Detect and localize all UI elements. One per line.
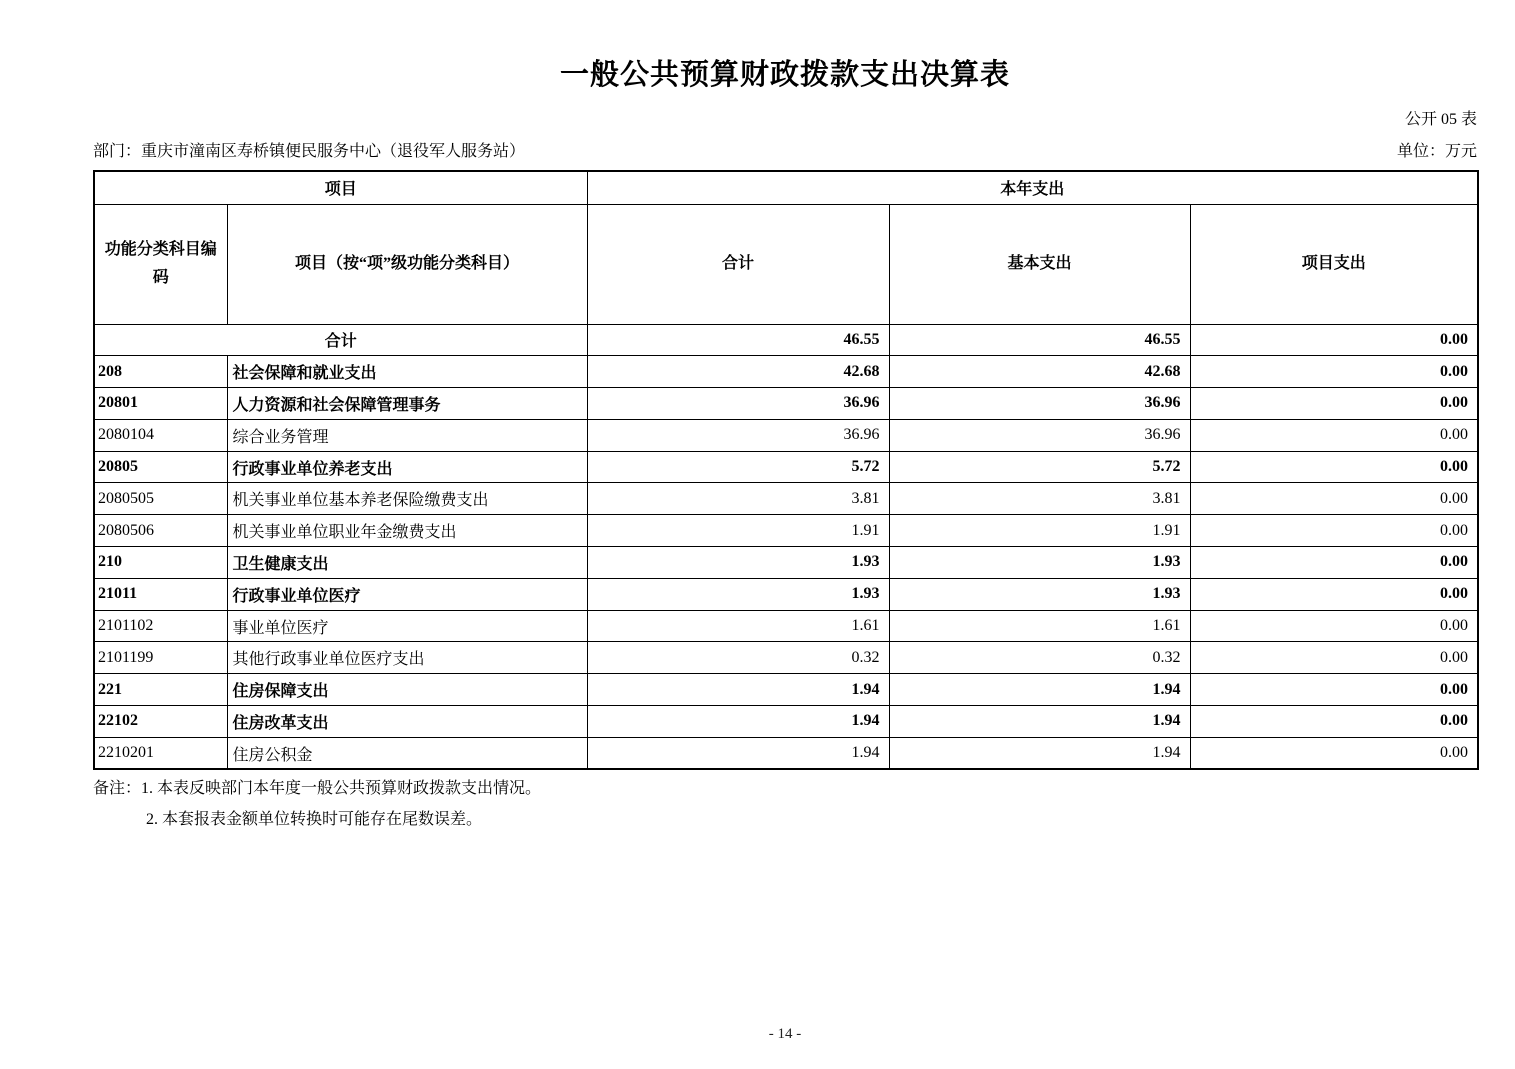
row-basic-value: 1.94 <box>889 706 1190 738</box>
row-code: 2101199 <box>94 642 227 674</box>
row-item-name: 事业单位医疗 <box>227 610 587 642</box>
table-row <box>94 642 1478 674</box>
note-line-1: 备注：1. 本表反映部门本年度一般公共预算财政拨款支出情况。 <box>93 780 542 798</box>
row-item-name: 住房改革支出 <box>227 706 587 738</box>
row-grand-total-label: 合计 <box>94 324 587 356</box>
table-body <box>94 324 1478 769</box>
row-project-value: 0.00 <box>1190 737 1478 769</box>
row-item-name: 行政事业单位养老支出 <box>227 451 587 483</box>
table-row <box>94 388 1478 420</box>
table-row <box>94 451 1478 483</box>
row-item-name: 行政事业单位医疗 <box>227 578 587 610</box>
row-basic-value: 1.94 <box>889 737 1190 769</box>
table-row <box>94 578 1478 610</box>
row-item-name: 机关事业单位职业年金缴费支出 <box>227 515 587 547</box>
row-total-value: 1.61 <box>587 610 889 642</box>
row-code: 210 <box>94 547 227 579</box>
row-total-value: 1.93 <box>587 578 889 610</box>
row-project-value: 0.00 <box>1190 451 1478 483</box>
note-line-2: 2. 本套报表金额单位转换时可能存在尾数误差。 <box>146 811 483 829</box>
table-row <box>94 674 1478 706</box>
row-total-value: 1.91 <box>587 515 889 547</box>
row-code: 2080104 <box>94 419 227 451</box>
row-code: 2080506 <box>94 515 227 547</box>
row-total-value: 5.72 <box>587 451 889 483</box>
row-item-name: 其他行政事业单位医疗支出 <box>227 642 587 674</box>
table-row <box>94 483 1478 515</box>
row-total-value: 1.94 <box>587 706 889 738</box>
row-basic-value: 36.96 <box>889 388 1190 420</box>
page-title: 一般公共预算财政拨款支出决算表 <box>559 59 1010 91</box>
table-header <box>94 171 1478 324</box>
row-total-value: 1.93 <box>587 547 889 579</box>
table-row <box>94 515 1478 547</box>
row-project-value: 0.00 <box>1190 515 1478 547</box>
table-row <box>94 737 1478 769</box>
row-project-value: 0.00 <box>1190 388 1478 420</box>
meta-row <box>93 142 1477 162</box>
row-item-name: 住房保障支出 <box>227 674 587 706</box>
row-project-value: 0.00 <box>1190 547 1478 579</box>
row-basic-value: 3.81 <box>889 483 1190 515</box>
row-code: 208 <box>94 356 227 388</box>
header-col-item: 项目（按“项”级功能分类科目） <box>227 204 587 324</box>
row-item-name: 综合业务管理 <box>227 419 587 451</box>
row-code: 22102 <box>94 706 227 738</box>
row-project-value: 0.00 <box>1190 356 1478 388</box>
unit-label: 单位：万元 <box>1396 143 1477 160</box>
header-col-basic: 基本支出 <box>889 204 1190 324</box>
table-row <box>94 356 1478 388</box>
row-code: 21011 <box>94 578 227 610</box>
table-row <box>94 610 1478 642</box>
budget-table <box>93 170 1479 770</box>
row-total-value: 3.81 <box>587 483 889 515</box>
row-code: 2080505 <box>94 483 227 515</box>
row-item-name: 人力资源和社会保障管理事务 <box>227 388 587 420</box>
row-basic-value: 0.32 <box>889 642 1190 674</box>
header-group-row <box>94 171 1478 204</box>
row-code: 221 <box>94 674 227 706</box>
row-basic-value: 46.55 <box>889 324 1190 356</box>
header-columns-row <box>94 204 1478 324</box>
row-code: 20801 <box>94 388 227 420</box>
table-row <box>94 324 1478 356</box>
row-basic-value: 1.93 <box>889 578 1190 610</box>
row-basic-value: 1.91 <box>889 515 1190 547</box>
row-project-value: 0.00 <box>1190 674 1478 706</box>
row-total-value: 46.55 <box>587 324 889 356</box>
header-col-project: 项目支出 <box>1190 204 1478 324</box>
table-row <box>94 419 1478 451</box>
row-basic-value: 1.93 <box>889 547 1190 579</box>
row-basic-value: 5.72 <box>889 451 1190 483</box>
header-group-current-year: 本年支出 <box>587 171 1478 204</box>
notes <box>93 779 1477 830</box>
header-col-total: 合计 <box>587 204 889 324</box>
page-content <box>93 0 1477 830</box>
row-item-name: 社会保障和就业支出 <box>227 356 587 388</box>
header-col-code: 功能分类科目编码 <box>94 204 227 324</box>
header-group-item: 项目 <box>94 171 587 204</box>
row-basic-value: 42.68 <box>889 356 1190 388</box>
row-basic-value: 1.61 <box>889 610 1190 642</box>
row-total-value: 36.96 <box>587 419 889 451</box>
row-project-value: 0.00 <box>1190 324 1478 356</box>
row-item-name: 机关事业单位基本养老保险缴费支出 <box>227 483 587 515</box>
row-total-value: 36.96 <box>587 388 889 420</box>
row-code: 2101102 <box>94 610 227 642</box>
row-project-value: 0.00 <box>1190 419 1478 451</box>
row-project-value: 0.00 <box>1190 483 1478 515</box>
row-basic-value: 36.96 <box>889 419 1190 451</box>
row-code: 2210201 <box>94 737 227 769</box>
row-project-value: 0.00 <box>1190 610 1478 642</box>
table-row <box>94 547 1478 579</box>
row-total-value: 1.94 <box>587 674 889 706</box>
row-project-value: 0.00 <box>1190 642 1478 674</box>
row-project-value: 0.00 <box>1190 706 1478 738</box>
row-basic-value: 1.94 <box>889 674 1190 706</box>
row-item-name: 住房公积金 <box>227 737 587 769</box>
page-number: - 14 - <box>768 1026 802 1042</box>
row-project-value: 0.00 <box>1190 578 1478 610</box>
row-total-value: 42.68 <box>587 356 889 388</box>
row-total-value: 1.94 <box>587 737 889 769</box>
row-item-name: 卫生健康支出 <box>227 547 587 579</box>
table-row <box>94 706 1478 738</box>
department-label: 部门：重庆市潼南区寿桥镇便民服务中心（退役军人服务站） <box>93 143 526 160</box>
row-code: 20805 <box>94 451 227 483</box>
row-total-value: 0.32 <box>587 642 889 674</box>
table-code-label: 公开 05 表 <box>1404 111 1477 128</box>
